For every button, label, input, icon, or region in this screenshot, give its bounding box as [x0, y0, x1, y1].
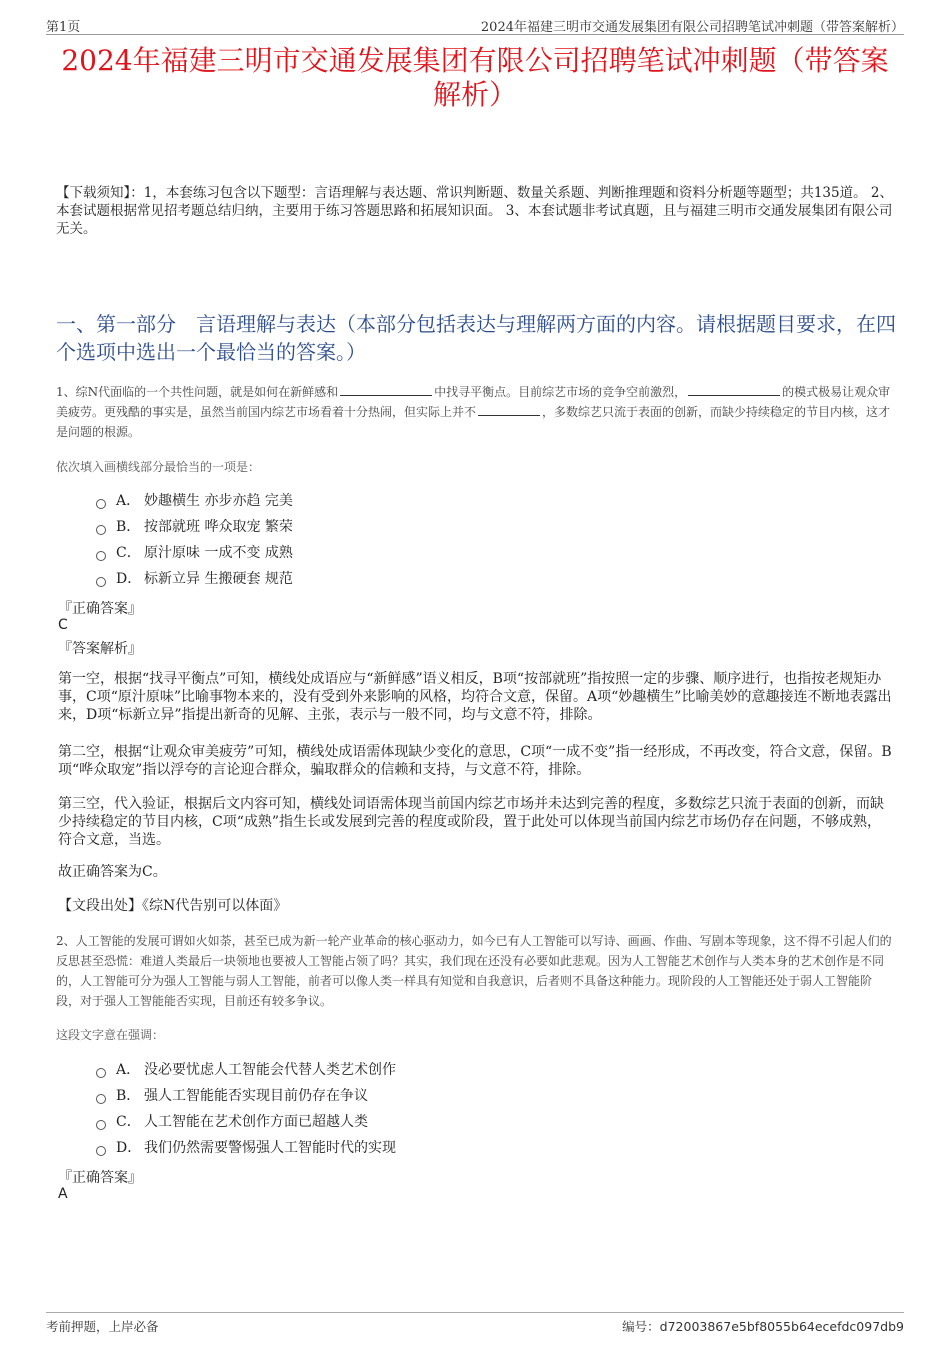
question-1-text — [56, 382, 894, 442]
fill-blank — [688, 382, 780, 396]
footer-code-value: d72003867e5bf8055b64ecefdc097db9 — [659, 1319, 904, 1334]
option-c[interactable] — [96, 1108, 396, 1134]
option-text: 我们仍然需要警惕强人工智能时代的实现 — [144, 1140, 396, 1156]
section-title: 一、第一部分 言语理解与表达（本部分包括表达与理解两方面的内容。请根据题目要求，在四个选项中选出一个最恰当的答案。） — [56, 312, 896, 364]
document-title: 2024年福建三明市交通发展集团有限公司招聘笔试冲刺题（带答案解析） — [61, 44, 889, 111]
radio-icon[interactable] — [96, 1068, 106, 1078]
option-b[interactable] — [96, 513, 293, 539]
option-a[interactable] — [96, 1056, 396, 1082]
analysis-paragraph: 第一空，根据“找寻平衡点”可知，横线处成语应与“新鲜感”语义相反，B项“按部就班”指按照一定的步骤、顺序进行，也指按老规矩办事，C项“原汁原味”比喻事物本来的，没有受到外来影响的风格，均符合文意，保留。A项“妙趣横生”比喻美妙的意趣接连不断地表露出来，D项“标新立异”指提出新奇的见解、主张，表示与一般不同，均与文意不符，排除。 — [58, 671, 892, 723]
option-letter: D． — [116, 571, 142, 587]
option-text: 标新立异 生搬硬套 规范 — [144, 571, 293, 587]
option-text: 妙趣横生 亦步亦趋 完美 — [144, 493, 293, 509]
source-reference: 【文段出处】《综N代告别可以体面》 — [58, 898, 288, 914]
q1-text-part: ，多数综艺只流于表面的创新，而缺少持续稳定的节目内核，这才是问题的根源。 — [56, 405, 891, 439]
page-footer — [46, 1312, 904, 1335]
footer-code-label: 编号： — [622, 1319, 660, 1334]
radio-icon[interactable] — [96, 1094, 106, 1104]
option-b[interactable] — [96, 1082, 396, 1108]
option-text: 人工智能在艺术创作方面已超越人类 — [144, 1114, 368, 1130]
radio-icon[interactable] — [96, 1120, 106, 1130]
option-a[interactable] — [96, 487, 293, 513]
option-text: 按部就班 哗众取宠 繁荣 — [144, 519, 293, 535]
fill-blank — [340, 382, 432, 396]
question-2-options — [96, 1056, 396, 1160]
option-letter: D． — [116, 1140, 142, 1156]
option-letter: B． — [116, 1088, 141, 1104]
question-1-prompt: 依次填入画横线部分最恰当的一项是： — [56, 460, 261, 474]
q1-text-part: 中找寻平衡点。目前综艺市场的竞争空前激烈， — [434, 385, 687, 399]
analysis-label: 『答案解析』 — [58, 641, 142, 657]
radio-icon[interactable] — [96, 577, 106, 587]
option-c[interactable] — [96, 539, 293, 565]
option-text: 强人工智能能否实现目前仍存在争议 — [144, 1088, 368, 1104]
analysis-paragraph: 第三空，代入验证，根据后文内容可知，横线处词语需体现当前国内综艺市场并未达到完善的程度，多数综艺只流于表面的创新，而缺少持续稳定的节目内核，C项“成熟”指生长或发展到完善的程度或阶段，置于此处可以体现当前国内综艺市场仍存在问题，不够成熟，符合文意，当选。 — [58, 796, 884, 848]
question-2-prompt: 这段文字意在强调： — [56, 1028, 165, 1042]
option-text: 原汁原味 一成不变 成熟 — [144, 545, 293, 561]
option-letter: C． — [116, 545, 141, 561]
analysis-conclusion: 故正确答案为C。 — [58, 864, 167, 880]
option-d[interactable] — [96, 1134, 396, 1160]
option-text: 没必要忧虑人工智能会代替人类艺术创作 — [144, 1062, 396, 1078]
page-number: 第1页 — [46, 20, 81, 35]
analysis-paragraph: 第二空，根据“让观众审美疲劳”可知，横线处成语需体现缺少变化的意思，C项“一成不变”指一经形成，不再改变，符合文意，保留。B项“哗众取宠”指以浮夸的言论迎合群众，骗取群众的信赖和支持，与文意不符，排除。 — [58, 744, 892, 778]
radio-icon[interactable] — [96, 525, 106, 535]
answer-value: A — [58, 1186, 68, 1202]
answer-label: 『正确答案』 — [58, 1170, 142, 1186]
question-2-text: 2、人工智能的发展可谓如火如荼，甚至已成为新一轮产业革命的核心驱动力，如今已有人工智能可以写诗、画画、作曲、写剧本等现象，这不得不引起人们的反思甚至恐慌：难道人类最后一块领地也要被人工智能占领了吗？其实，我们现在还没有必要如此悲观。因为人工智能艺术创作与人类本身的艺术创作是不同的，人工智能可分为强人工智能与弱人工智能，前者可以像人类一样具有知觉和自我意识，后者则不具备这种能力。现阶段的人工智能还处于弱人工智能阶段，对于强人工智能能否实现，目前还有较多争议。 — [56, 934, 892, 1008]
option-letter: C． — [116, 1114, 141, 1130]
option-letter: A． — [116, 493, 141, 509]
q1-text-part: 的模式极易让观众审美疲劳。更残酷的事实是，虽然当前国内综艺市场看着十分热闹，但实际上并不 — [56, 385, 891, 419]
header-doc-name: 2024年福建三明市交通发展集团有限公司招聘笔试冲刺题（带答案解析） — [480, 20, 904, 35]
footer-code — [622, 1317, 904, 1335]
option-d[interactable] — [96, 565, 293, 591]
fill-blank — [478, 402, 540, 416]
radio-icon[interactable] — [96, 499, 106, 509]
question-1-options — [96, 487, 293, 591]
radio-icon[interactable] — [96, 1146, 106, 1156]
answer-label: 『正确答案』 — [58, 601, 142, 617]
answer-value: C — [58, 617, 68, 633]
q1-text-part: 1、综N代面临的一个共性问题，就是如何在新鲜感和 — [56, 385, 339, 399]
download-notice: 【下载须知】：1，本套练习包含以下题型：言语理解与表达题、常识判断题、数量关系题、判断推理题和资料分析题等题型；共135道。 2、本套试题根据常见招考题总结归纳，主要用于练习答题思路和拓展知识面。 3、本套试题非考试真题，且与福建三明市交通发展集团有限公司无关。 — [56, 185, 893, 237]
option-letter: A． — [116, 1062, 141, 1078]
footer-slogan: 考前押题，上岸必备 — [46, 1319, 159, 1334]
radio-icon[interactable] — [96, 551, 106, 561]
page-header — [46, 14, 904, 35]
option-letter: B． — [116, 519, 141, 535]
